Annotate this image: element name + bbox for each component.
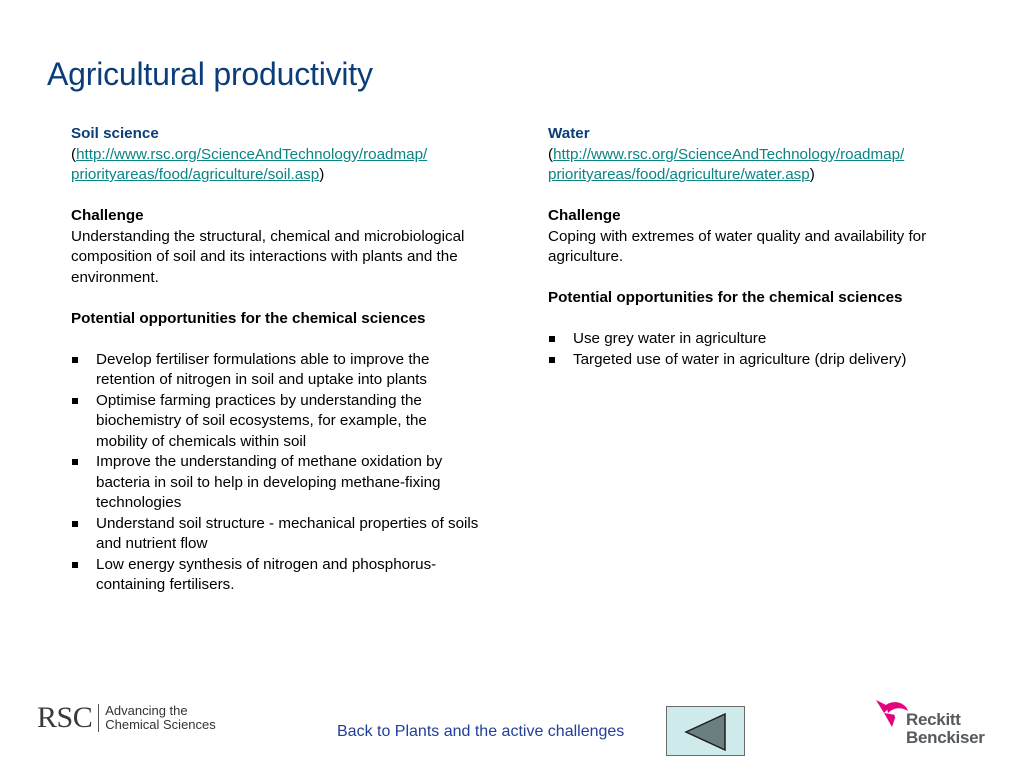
list-item-text: Low energy synthesis of nitrogen and phosphorus-containing fertilisers.: [96, 555, 437, 593]
soil-url-link[interactable]: [71, 146, 427, 184]
list-item-text: Optimise farming practices by understanding the biochemistry of soil ecosystems, for example, the mobility of chemicals within soil: [96, 391, 427, 450]
water-url: [548, 145, 958, 186]
slide-title: Agricultural productivity: [47, 56, 373, 92]
bullet-square-icon: [549, 336, 555, 342]
rsc-tagline-line2: Chemical Sciences: [105, 717, 216, 732]
list-item: [71, 555, 481, 596]
bullet-square-icon: [72, 562, 78, 568]
bullet-square-icon: [549, 357, 555, 363]
water-url-line2[interactable]: priorityareas/food/agriculture/water.asp: [548, 166, 810, 183]
challenge-text: Understanding the structural, chemical and microbiological composition of soil and its interactions with plants and the environment.: [71, 227, 465, 286]
rb-word-line2: Benckiser: [906, 728, 985, 747]
rsc-wordmark: RSC: [37, 701, 93, 734]
bullet-square-icon: [72, 459, 78, 465]
opportunities-label: Potential opportunities for the chemical sciences: [548, 289, 903, 306]
soil-url-line1[interactable]: http://www.rsc.org/ScienceAndTechnology/roadmap/: [76, 145, 428, 163]
list-item-text: Targeted use of water in agriculture (drip delivery): [573, 350, 907, 368]
soil-science-column: [71, 124, 481, 596]
logo-divider: [98, 704, 99, 732]
rsc-logo: [37, 700, 216, 736]
rsc-tagline-line1: Advancing the: [105, 703, 188, 718]
list-item: [548, 329, 958, 350]
soil-url: [71, 145, 481, 186]
list-item: [548, 350, 958, 371]
challenge-text: Coping with extremes of water quality and availability for agriculture.: [548, 227, 927, 265]
list-item-text: Use grey water in agriculture: [573, 330, 767, 347]
rsc-tagline: [105, 704, 216, 732]
url-close-paren: ): [319, 166, 325, 183]
list-item: [71, 514, 481, 555]
back-button[interactable]: [666, 706, 745, 756]
bullet-square-icon: [72, 357, 78, 363]
water-opportunities-list: [548, 329, 958, 370]
soil-url-line2[interactable]: priorityareas/food/agriculture/soil.asp: [71, 166, 320, 183]
list-item-text: Understand soil structure - mechanical properties of soils and nutrient flow: [96, 514, 479, 552]
section-heading-water: Water: [548, 125, 590, 142]
list-item: [71, 350, 481, 391]
url-close-paren: ): [809, 166, 815, 183]
url-open-paren: (: [548, 145, 554, 163]
bullet-square-icon: [72, 521, 78, 527]
rb-wordmark: [906, 711, 985, 747]
list-item-text: Improve the understanding of methane oxidation by bacteria in soil to help in developing methane-fixing technologies: [96, 453, 443, 511]
challenge-label: Challenge: [71, 207, 144, 224]
soil-opportunities-list: [71, 350, 481, 596]
opportunities-label: Potential opportunities for the chemical sciences: [71, 309, 426, 327]
section-heading-soil-science: Soil science: [71, 125, 159, 142]
back-to-challenges-link[interactable]: Back to Plants and the active challenges: [337, 723, 625, 740]
triangle-left-icon: [667, 707, 746, 757]
water-url-line1[interactable]: http://www.rsc.org/ScienceAndTechnology/roadmap/: [553, 145, 905, 163]
list-item-text: Develop fertiliser formulations able to improve the retention of nitrogen in soil and uptake into plants: [96, 350, 430, 388]
water-column: [548, 124, 958, 370]
reckitt-benckiser-logo: [872, 697, 992, 751]
url-open-paren: (: [71, 145, 77, 163]
water-url-link[interactable]: [548, 146, 904, 184]
bullet-square-icon: [72, 398, 78, 404]
list-item: [71, 452, 481, 514]
list-item: [71, 391, 481, 453]
rb-word-line1: Reckitt: [906, 710, 961, 729]
svg-text:rb: rb: [894, 709, 904, 720]
challenge-label: Challenge: [548, 207, 621, 224]
